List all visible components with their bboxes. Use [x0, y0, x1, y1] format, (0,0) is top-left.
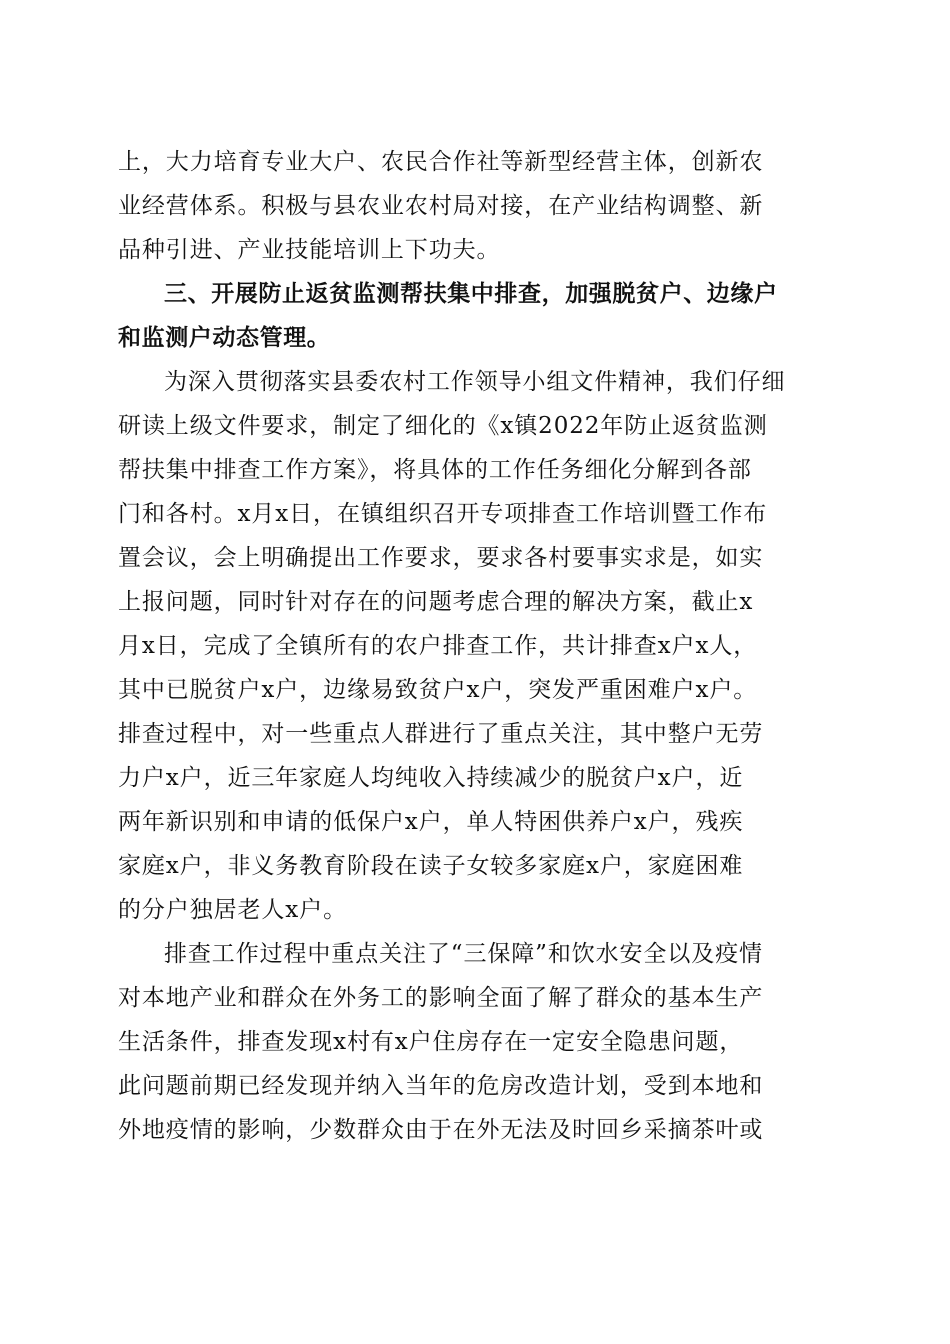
text-line: 研读上级文件要求，制定了细化的《x镇2022年防止返贫监测: [118, 413, 768, 439]
text-line: 置会议，会上明确提出工作要求，要求各村要事实求是，如实: [118, 545, 764, 571]
text-line: 品种引进、产业技能培训上下功夫。: [118, 237, 501, 263]
heading-line: 三、开展防止返贫监测帮扶集中排查，加强脱贫户、边缘户: [164, 281, 778, 307]
text-line: 生活条件，排查发现x村有x户住房存在一定安全隐患问题，: [118, 1029, 744, 1055]
paragraph-continued: [118, 140, 838, 272]
heading-line: 和监测户动态管理。: [118, 325, 331, 351]
text-line: 月x日，完成了全镇所有的农户排查工作，共计排查x户x人，: [118, 633, 758, 659]
document-body: [118, 140, 838, 1152]
text-line: 排查过程中，对一些重点人群进行了重点关注，其中整户无劳: [118, 721, 764, 747]
text-line: 两年新识别和申请的低保户x户，单人特困供养户x户，残疾: [118, 809, 744, 835]
paragraph-2: [118, 932, 838, 1152]
text-line: 业经营体系。积极与县农业农村局对接，在产业结构调整、新: [118, 193, 764, 219]
text-line: 上报问题，同时针对存在的问题考虑合理的解决方案，截止x: [118, 589, 754, 615]
text-line: 其中已脱贫户x户，边缘易致贫户x户，突发严重困难户x户。: [118, 677, 758, 703]
text-line: 力户x户，近三年家庭人均纯收入持续减少的脱贫户x户，近: [118, 765, 744, 791]
text-line: 上，大力培育专业大户、农民合作社等新型经营主体，创新农: [118, 149, 764, 175]
text-line: 帮扶集中排查工作方案》，将具体的工作任务细化分解到各部: [118, 457, 752, 483]
text-line: 此问题前期已经发现并纳入当年的危房改造计划，受到本地和: [118, 1073, 764, 1099]
text-line: 排查工作过程中重点关注了“三保障”和饮水安全以及疫情: [164, 941, 763, 967]
text-line: 外地疫情的影响，少数群众由于在外无法及时回乡采摘茶叶或: [118, 1117, 764, 1143]
text-line: 对本地产业和群众在外务工的影响全面了解了群众的基本生产: [118, 985, 764, 1011]
text-line: 家庭x户，非义务教育阶段在读子女较多家庭x户，家庭困难: [118, 853, 744, 879]
text-line: 的分户独居老人x户。: [118, 897, 347, 923]
paragraph-1: [118, 360, 838, 932]
text-line: 为深入贯彻落实县委农村工作领导小组文件精神，我们仔细: [164, 369, 786, 395]
text-line: 门和各村。x月x日，在镇组织召开专项排查工作培训暨工作布: [118, 501, 768, 527]
section-heading: [118, 272, 838, 360]
